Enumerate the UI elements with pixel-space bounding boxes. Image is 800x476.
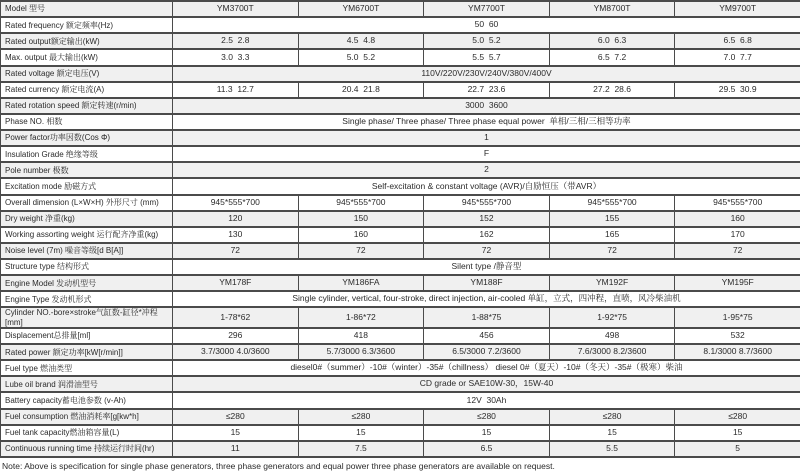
model-name: YM9700T — [675, 1, 800, 17]
table-row-fuel-consumption — [1, 409, 800, 425]
row-label: Engine Model 发动机型号 — [1, 275, 173, 291]
row-label: Fuel tank capacity燃油箱容量(L) — [1, 425, 173, 441]
spec-value: 29.5 30.9 — [675, 82, 800, 98]
row-label: Phase NO. 相数 — [1, 114, 173, 130]
row-label: Dry weight 净重(kg) — [1, 211, 173, 227]
spec-value: 15 — [549, 425, 675, 441]
spec-value: 5.0 5.2 — [298, 49, 424, 65]
spec-value: 20.4 21.8 — [298, 82, 424, 98]
row-label: Model 型号 — [1, 1, 173, 17]
spec-value: 945*555*700 — [549, 195, 675, 211]
model-name: YM7700T — [424, 1, 550, 17]
spec-value: 5.0 5.2 — [424, 33, 550, 49]
spec-value: Self-excitation & constant voltage (AVR)/自励恒压（带AVR） — [173, 178, 800, 194]
spec-value: 7.6/3000 8.2/3600 — [549, 344, 675, 360]
table-row-rotation-speed — [1, 98, 800, 114]
table-row-displacement — [1, 328, 800, 344]
row-label: Engine Type 发动机形式 — [1, 291, 173, 307]
engine-model: YM192F — [549, 275, 675, 291]
spec-value: F — [173, 146, 800, 162]
row-label: Cylinder NO.-bore×stroke气缸数-缸径*冲程[mm] — [1, 307, 173, 328]
spec-value: ≤280 — [549, 409, 675, 425]
spec-value: 1-95*75 — [675, 307, 800, 328]
row-label: Fuel consumption 燃油消耗率[g[kw*h] — [1, 409, 173, 425]
spec-value: 72 — [298, 243, 424, 259]
row-label: Excitation mode 励磁方式 — [1, 178, 173, 194]
row-label: Continuous running time 持续运行时间(hr) — [1, 441, 173, 457]
spec-value: 50 60 — [173, 17, 800, 33]
table-row-frequency — [1, 17, 800, 33]
spec-value: Single phase/ Three phase/ Three phase equal power 单相/三相/三相等功率 — [173, 114, 800, 130]
row-label: Noise level (7m) 噪音等级[d B[A]] — [1, 243, 173, 259]
row-label: Rated voltage 额定电压(V) — [1, 66, 173, 82]
row-label: Lube oil brand 润滑油型号 — [1, 376, 173, 392]
table-row-model — [1, 1, 800, 17]
spec-value: 110V/220V/230V/240V/380V/400V — [173, 66, 800, 82]
row-label: Battery capacity蓄电池参数 (v-Ah) — [1, 392, 173, 408]
spec-value: 165 — [549, 227, 675, 243]
spec-value: 945*555*700 — [298, 195, 424, 211]
spec-value: 11 — [173, 441, 299, 457]
spec-value: 1 — [173, 130, 800, 146]
table-row-cylinder — [1, 307, 800, 328]
row-label: Displacement总排量[ml] — [1, 328, 173, 344]
table-row-structure-type — [1, 259, 800, 275]
spec-value: 155 — [549, 211, 675, 227]
spec-value: 945*555*700 — [424, 195, 550, 211]
row-label: Rated output额定输出(kW) — [1, 33, 173, 49]
table-row-fuel-tank — [1, 425, 800, 441]
spec-value: 11.3 12.7 — [173, 82, 299, 98]
spec-value: 6.5 6.8 — [675, 33, 800, 49]
spec-value: ≤280 — [424, 409, 550, 425]
spec-value: 945*555*700 — [675, 195, 800, 211]
spec-value: 162 — [424, 227, 550, 243]
spec-value: ≤280 — [675, 409, 800, 425]
table-row-power-factor — [1, 130, 800, 146]
spec-value: 12V 30Ah — [173, 392, 800, 408]
spec-value: 15 — [173, 425, 299, 441]
spec-value: 3.0 3.3 — [173, 49, 299, 65]
spec-value: 72 — [424, 243, 550, 259]
spec-value: 1-86*72 — [298, 307, 424, 328]
spec-value: 7.5 — [298, 441, 424, 457]
spec-value: 150 — [298, 211, 424, 227]
row-label: Rated currency 额定电流(A) — [1, 82, 173, 98]
table-row-rated-currency — [1, 82, 800, 98]
spec-value: 15 — [298, 425, 424, 441]
spec-value: 15 — [675, 425, 800, 441]
row-label: Power factor功率因数(Cos Φ) — [1, 130, 173, 146]
table-row-pole-number — [1, 162, 800, 178]
spec-value: 532 — [675, 328, 800, 344]
spec-value: 498 — [549, 328, 675, 344]
spec-value: 1-78*62 — [173, 307, 299, 328]
row-label: Rated rotation speed 额定转速(r/min) — [1, 98, 173, 114]
spec-value: ≤280 — [298, 409, 424, 425]
table-row-lube-oil — [1, 376, 800, 392]
row-label: Fuel type 燃油类型 — [1, 360, 173, 376]
spec-value: 6.0 6.3 — [549, 33, 675, 49]
model-name: YM8700T — [549, 1, 675, 17]
spec-value: 160 — [675, 211, 800, 227]
spec-value: 296 — [173, 328, 299, 344]
spec-value: 72 — [549, 243, 675, 259]
spec-value: 6.5 — [424, 441, 550, 457]
spec-value: 456 — [424, 328, 550, 344]
table-row-engine-model — [1, 275, 800, 291]
table-row-dimension — [1, 195, 800, 211]
spec-value: Silent type /静音型 — [173, 259, 800, 275]
spec-value: CD grade or SAE10W-30，15W-40 — [173, 376, 800, 392]
spec-value: 8.1/3000 8.7/3600 — [675, 344, 800, 360]
model-name: YM6700T — [298, 1, 424, 17]
spec-value: 72 — [173, 243, 299, 259]
spec-value: 3000 3600 — [173, 98, 800, 114]
row-label: Working assorting weight 运行配齐净重(kg) — [1, 227, 173, 243]
spec-value: 4.5 4.8 — [298, 33, 424, 49]
spec-value: 160 — [298, 227, 424, 243]
spec-value: 6.5 7.2 — [549, 49, 675, 65]
model-name: YM3700T — [173, 1, 299, 17]
table-row-rated-voltage — [1, 66, 800, 82]
spec-value: 5.5 — [549, 441, 675, 457]
engine-model: YM195F — [675, 275, 800, 291]
spec-value: 152 — [424, 211, 550, 227]
table-row-noise-level — [1, 243, 800, 259]
table-row-insulation — [1, 146, 800, 162]
spec-value: 945*555*700 — [173, 195, 299, 211]
spec-value: 130 — [173, 227, 299, 243]
spec-value: 7.0 7.7 — [675, 49, 800, 65]
spec-value: 1-92*75 — [549, 307, 675, 328]
engine-model: YM178F — [173, 275, 299, 291]
spec-value: 5 — [675, 441, 800, 457]
table-row-running-time — [1, 441, 800, 457]
table-row-working-weight — [1, 227, 800, 243]
row-label: Structure type 结构形式 — [1, 259, 173, 275]
row-label: Insulation Grade 绝缘等级 — [1, 146, 173, 162]
engine-model: YM188F — [424, 275, 550, 291]
engine-model: YM186FA — [298, 275, 424, 291]
table-row-fuel-type — [1, 360, 800, 376]
spec-value: 2.5 2.8 — [173, 33, 299, 49]
spec-value: diesel0#（summer）-10#（winter）-35#（chillness） diesel 0#（夏天）-10#（冬天）-35#（极寒）柴油 — [173, 360, 800, 376]
row-label: Pole number 极数 — [1, 162, 173, 178]
spec-value: 6.5/3000 7.2/3600 — [424, 344, 550, 360]
footnote: Note: Above is specification for single phase generators, three phase generators and equal power three phase generators are available on request. — [0, 458, 800, 473]
table-row-engine-type — [1, 291, 800, 307]
spec-value: 5.5 5.7 — [424, 49, 550, 65]
table-row-rated-output — [1, 33, 800, 49]
spec-value: 72 — [675, 243, 800, 259]
spec-value: 170 — [675, 227, 800, 243]
spec-value: 120 — [173, 211, 299, 227]
spec-value: 3.7/3000 4.0/3600 — [173, 344, 299, 360]
table-row-excitation — [1, 178, 800, 194]
spec-value: 418 — [298, 328, 424, 344]
spec-value: 1-88*75 — [424, 307, 550, 328]
row-label: Max. output 最大输出(kW) — [1, 49, 173, 65]
table-row-dry-weight — [1, 211, 800, 227]
spec-value: 5.7/3000 6.3/3600 — [298, 344, 424, 360]
table-row-max-output — [1, 49, 800, 65]
spec-value: 15 — [424, 425, 550, 441]
table-row-phase — [1, 114, 800, 130]
row-label: Rated frequency 额定频率(Hz) — [1, 17, 173, 33]
spec-value: 27.2 28.6 — [549, 82, 675, 98]
spec-value: 22.7 23.6 — [424, 82, 550, 98]
row-label: Rated power 额定功率[kW[r/min]] — [1, 344, 173, 360]
spec-value: Single cylinder, vertical, four-stroke, direct injection, air-cooled 单缸，立式，四冲程，直喷，风冷柴油机 — [173, 291, 800, 307]
spec-value: ≤280 — [173, 409, 299, 425]
spec-value: 2 — [173, 162, 800, 178]
row-label: Overall dimension (L×W×H) 外形尺寸 (mm) — [1, 195, 173, 211]
table-row-rated-power — [1, 344, 800, 360]
table-row-battery — [1, 392, 800, 408]
